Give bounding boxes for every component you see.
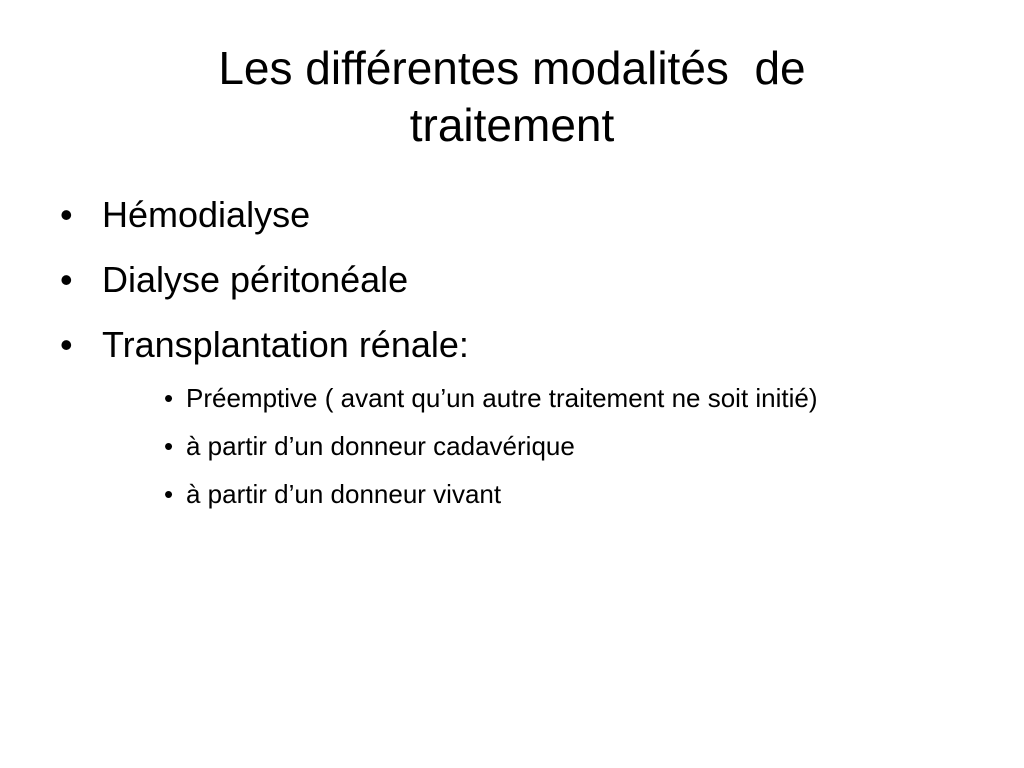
sub-bullet-icon: • — [164, 479, 174, 509]
bullet-text: Hémodialyse — [102, 194, 311, 235]
sub-bullet-text: Préemptive ( avant qu’un autre traitement ne soit initié) — [186, 383, 818, 413]
bullet-icon: • — [60, 194, 73, 235]
bullet-item-hemodialyse — [60, 188, 960, 242]
bullet-item-dialyse-peritoneale — [60, 253, 960, 307]
sub-bullet-text: à partir d’un donneur vivant — [186, 479, 502, 509]
title-line-2: traitement — [409, 99, 615, 151]
sub-bullet-icon: • — [164, 383, 174, 413]
sub-bullet-item-cadaverique — [164, 428, 944, 464]
title-line-1: Les différentes modalités de — [218, 42, 806, 94]
bullet-text: Dialyse péritonéale — [102, 259, 409, 300]
bullet-icon: • — [60, 324, 73, 365]
bullet-item-transplantation — [60, 318, 960, 512]
bullet-list — [60, 188, 960, 524]
bullet-icon: • — [60, 259, 73, 300]
sub-bullet-item-vivant — [164, 476, 944, 512]
sub-bullet-item-preemptive — [164, 380, 944, 416]
sub-bullet-text: à partir d’un donneur cadavérique — [186, 431, 575, 461]
slide-title — [60, 40, 964, 154]
sub-bullet-list — [164, 380, 944, 512]
bullet-text: Transplantation rénale: — [102, 324, 469, 365]
sub-bullet-icon: • — [164, 431, 174, 461]
